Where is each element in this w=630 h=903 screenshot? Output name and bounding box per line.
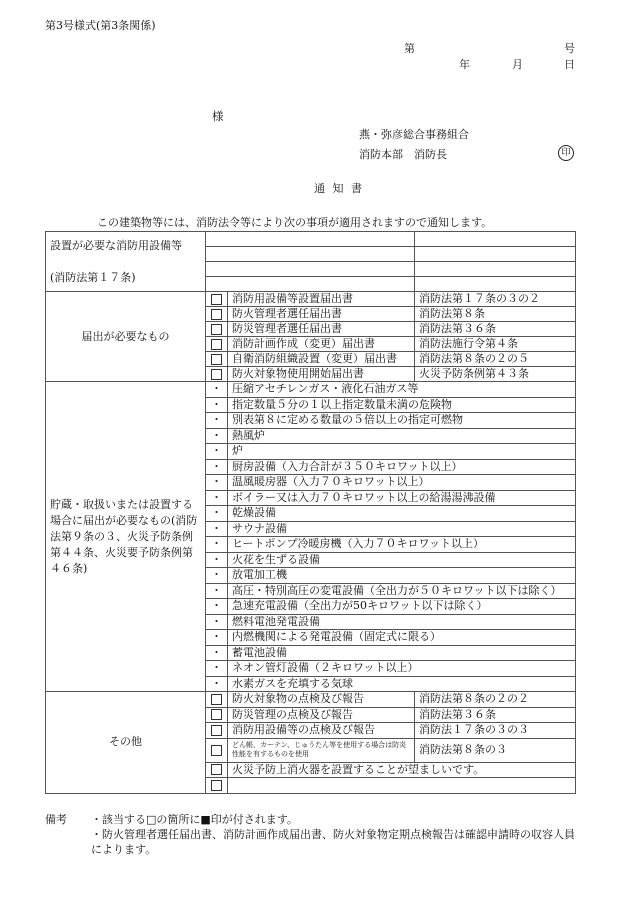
- other-law: 消防法第８条の２の２: [415, 692, 576, 708]
- checkbox-box[interactable]: [211, 725, 222, 736]
- date-day: 日: [564, 58, 575, 71]
- remarks-line-2: ・防火管理者選任届出書、消防計画作成届出書、防火対象物定期点検報告は確認申請時の収容人員によります。: [91, 828, 575, 856]
- addressee-honorific: 様: [212, 109, 224, 123]
- checkbox-box[interactable]: [211, 294, 222, 305]
- bullet: ・: [206, 537, 228, 553]
- other-name: 消防用設備等の点検及び報告: [228, 723, 415, 739]
- storage-item: 温風暖房器（入力７０キロワット以上）: [228, 475, 576, 491]
- checkbox-box[interactable]: [211, 764, 222, 775]
- checkbox-box[interactable]: [211, 694, 222, 705]
- other-law: 消防法１７条の３の３: [415, 723, 576, 739]
- checkbox-box[interactable]: [211, 745, 222, 756]
- storage-item: 急速充電設備（全出力が50キロワット以下は除く）: [228, 599, 576, 615]
- other-law: 消防法第３６条: [415, 707, 576, 723]
- date-month: 月: [512, 58, 523, 71]
- checkbox-box[interactable]: [211, 709, 222, 720]
- other-row: [46, 692, 576, 708]
- notification-name: 防災管理者選任届出書: [228, 322, 415, 337]
- equipment-row: [46, 232, 576, 247]
- other-label: その他: [46, 692, 206, 794]
- checkbox[interactable]: [206, 738, 228, 762]
- storage-item: 水素ガスを充填する気球: [228, 676, 576, 692]
- checkbox[interactable]: [206, 692, 228, 708]
- intro-text: この建築物等には、消防法令等により次の事項が適用されますので通知します。: [97, 216, 493, 229]
- notification-name: 消防計画作成（変更）届出書: [228, 337, 415, 352]
- other-name: 防災管理の点検及び報告: [228, 707, 415, 723]
- other-name-small: どん帳、カーテン、じゅうたん等を使用する場合は防炎性能を有するものを使用: [232, 741, 407, 758]
- checkbox[interactable]: [206, 723, 228, 739]
- storage-item: 指定数量５分の１以上指定数量未満の危険物: [228, 397, 576, 413]
- seal-mark: 印: [558, 145, 574, 161]
- equipment-field[interactable]: [206, 247, 415, 262]
- bullet: ・: [206, 413, 228, 429]
- equipment-field[interactable]: [415, 262, 576, 277]
- notification-label: 届出が必要なもの: [46, 292, 206, 382]
- storage-item: 乾燥設備: [228, 506, 576, 522]
- notification-law: 火災予防条例第４３条: [415, 367, 576, 382]
- bullet: ・: [206, 459, 228, 475]
- notification-name: 防火管理者選任届出書: [228, 307, 415, 322]
- storage-item: 放電加工機: [228, 568, 576, 584]
- storage-item: 蓄電池設備: [228, 645, 576, 661]
- chief-title: 消防本部 消防長: [359, 148, 447, 161]
- date-year: 年: [459, 58, 470, 71]
- number-suffix: 号: [564, 42, 575, 55]
- checkbox[interactable]: [206, 322, 228, 337]
- bullet: ・: [206, 661, 228, 677]
- bullet: ・: [206, 475, 228, 491]
- storage-item: 内燃機関による発電設備（固定式に限る）: [228, 630, 576, 646]
- storage-row: [46, 382, 576, 398]
- bullet: ・: [206, 568, 228, 584]
- checkbox-box[interactable]: [211, 339, 222, 350]
- checkbox[interactable]: [206, 707, 228, 723]
- checkbox[interactable]: [206, 352, 228, 367]
- checkbox[interactable]: [206, 337, 228, 352]
- storage-item: サウナ設備: [228, 521, 576, 537]
- notification-law: 消防法第１７条の３の２: [415, 292, 576, 307]
- checkbox-box[interactable]: [211, 369, 222, 380]
- storage-item: ネオン管灯設備（２キロワット以上）: [228, 661, 576, 677]
- notification-row: [46, 292, 576, 307]
- notification-law: 消防法施行令第４条: [415, 337, 576, 352]
- storage-item: 炉: [228, 444, 576, 460]
- checkbox[interactable]: [206, 367, 228, 382]
- bullet: ・: [206, 490, 228, 506]
- bullet: ・: [206, 521, 228, 537]
- equipment-field[interactable]: [206, 232, 415, 247]
- equipment-field[interactable]: [415, 232, 576, 247]
- bullet: ・: [206, 614, 228, 630]
- checkbox-box[interactable]: [211, 354, 222, 365]
- checkbox-box[interactable]: [211, 780, 222, 791]
- notification-law: 消防法第８条の２の５: [415, 352, 576, 367]
- storage-item: 圧縮アセチレンガス・液化石油ガス等: [228, 382, 576, 398]
- storage-item: ボイラー又は入力７０キロワット以上の給湯湯沸設備: [228, 490, 576, 506]
- other-law: 消防法第８条の３: [415, 738, 576, 762]
- bullet: ・: [206, 599, 228, 615]
- checkbox[interactable]: [206, 292, 228, 307]
- notification-name: 消防用設備等設置届出書: [228, 292, 415, 307]
- bullet: ・: [206, 444, 228, 460]
- other-name: 火災予防上消火器を設置することが望ましいです。: [228, 762, 576, 778]
- storage-item: 別表第８に定める数量の５倍以上の指定可燃物: [228, 413, 576, 429]
- bullet: ・: [206, 676, 228, 692]
- checkbox[interactable]: [206, 778, 228, 794]
- storage-item: 高圧・特別高圧の変電設備（全出力が５０キロワット以下は除く）: [228, 583, 576, 599]
- equipment-field[interactable]: [415, 247, 576, 262]
- bullet: ・: [206, 428, 228, 444]
- storage-item: 火花を生ずる設備: [228, 552, 576, 568]
- bullet: ・: [206, 397, 228, 413]
- number-prefix: 第: [404, 42, 415, 55]
- notification-law: 消防法第８条: [415, 307, 576, 322]
- form-number: 第3号様式(第3条関係): [45, 19, 156, 32]
- checkbox-box[interactable]: [211, 324, 222, 335]
- bullet: ・: [206, 506, 228, 522]
- bullet: ・: [206, 645, 228, 661]
- storage-item: 燃料電池発電設備: [228, 614, 576, 630]
- equipment-label: 設置が必要な消防用設備等 (消防法第１７条): [46, 232, 206, 292]
- storage-item: 熱風炉: [228, 428, 576, 444]
- organization-name: 燕・弥彦総合事務組合: [359, 128, 469, 141]
- bullet: ・: [206, 583, 228, 599]
- remarks-label: 備考: [45, 813, 67, 826]
- bullet: ・: [206, 382, 228, 398]
- checkbox[interactable]: [206, 307, 228, 322]
- bullet: ・: [206, 630, 228, 646]
- equipment-field[interactable]: [206, 262, 415, 277]
- equipment-field[interactable]: [415, 277, 576, 292]
- document-title: 通 知 書: [314, 182, 364, 195]
- storage-item: ヒートポンプ冷暖房機（入力７０キロワット以上）: [228, 537, 576, 553]
- other-name: 防火対象物の点検及び報告: [228, 692, 415, 708]
- equipment-field[interactable]: [206, 277, 415, 292]
- bullet: ・: [206, 552, 228, 568]
- notification-name: 自衛消防組織設置（変更）届出書: [228, 352, 415, 367]
- storage-label: 貯蔵・取扱いまたは設置する場合に届出が必要なもの(消防法第９条の３、火災予防条例第４４条、火災要予防条例第４６条): [46, 382, 206, 692]
- notification-name: 防火対象物使用開始届出書: [228, 367, 415, 382]
- checkbox[interactable]: [206, 762, 228, 778]
- storage-item: 厨房設備（入力合計が３５０キロワット以上）: [228, 459, 576, 475]
- checkbox-box[interactable]: [211, 309, 222, 320]
- other-blank[interactable]: [228, 778, 576, 794]
- notice-table: [45, 231, 576, 794]
- remarks: [45, 812, 575, 857]
- notification-law: 消防法第３６条: [415, 322, 576, 337]
- remarks-line-1: ・該当する□の箇所に■印が付されます。: [91, 813, 298, 826]
